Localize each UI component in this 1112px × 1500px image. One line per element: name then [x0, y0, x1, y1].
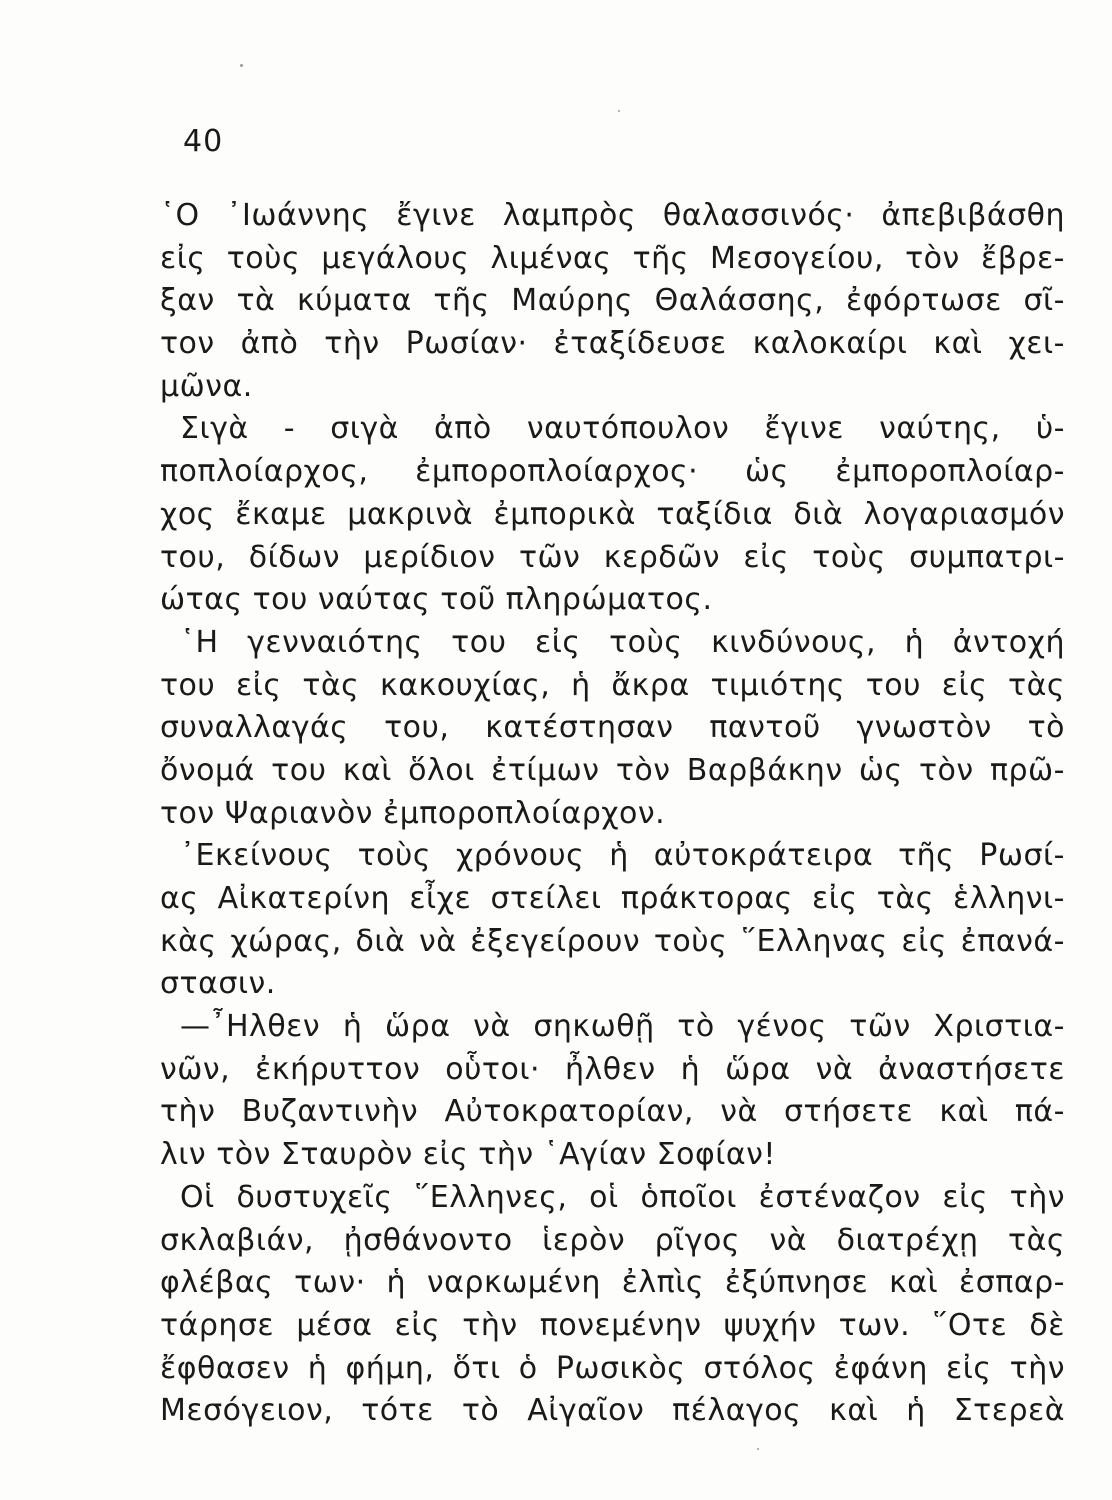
text-line: ᾿Εκείνους τοὺς χρόνους ἡ αὐτοκράτειρα τῆς Ρωσί- — [180, 838, 1065, 874]
text-line: ξαν τὰ κύματα τῆς Μαύρης Θαλάσσης, ἐφόρτωσε σῖ- — [160, 283, 1065, 319]
text-line: κὰς χώρας, διὰ νὰ ἐξεγείρουν τοὺς ῞Ελληνας εἰς ἐπανά- — [160, 923, 1065, 959]
text-line: φλέβας των· ἡ ναρκωμένη ἐλπὶς ἐξύπνησε καὶ ἐσπαρ- — [160, 1265, 1065, 1301]
paper-speck — [240, 64, 243, 67]
text-line: τον ἀπὸ τὴν Ρωσίαν· ἐταξίδευσε καλοκαίρι καὶ χει- — [160, 326, 1065, 362]
text-line: του εἰς τὰς κακουχίας, ἡ ἄκρα τιμιότης του εἰς τὰς — [160, 667, 1065, 703]
text-line: τὴν Βυζαντινὴν Αὐτοκρατορίαν, νὰ στήσετε καὶ πά- — [160, 1094, 1065, 1130]
paper-speck — [757, 1448, 759, 1450]
text-line: ὄνομά του καὶ ὅλοι ἐτίμων τὸν Βαρβάκην ὡς τὸν πρῶ- — [160, 752, 1065, 788]
text-line: στασιν. — [160, 966, 276, 1002]
text-line: συναλλαγάς του, κατέστησαν παντοῦ γνωστὸν τὸ — [160, 710, 1065, 746]
text-line: ῾Ο ᾿Ιωάννης ἔγινε λαμπρὸς θαλασσινός· ἀπεβιβάσθη — [160, 198, 1065, 233]
text-line: ας Αἰκατερίνη εἶχε στείλει πράκτορας εἰς τὰς ἑλληνι- — [160, 881, 1065, 916]
text-line: σκλαβιάν, ᾐσθάνοντο ἱερὸν ρῖγος νὰ διατρέχῃ τὰς — [160, 1222, 1065, 1258]
text-line: Οἱ δυστυχεῖς ῞Ελληνες, οἱ ὁποῖοι ἐστέναζον εἰς τὴν — [180, 1179, 1065, 1215]
body-text — [160, 195, 1065, 1433]
text-line: μῶνα. — [160, 368, 253, 404]
text-line: ώτας του ναύτας τοῦ πληρώματος. — [160, 582, 713, 618]
text-line: Μεσόγειον, τότε τὸ Αἰγαῖον πέλαγος καὶ ἡ Στερεὰ — [160, 1393, 1065, 1429]
page-number: 40 — [183, 124, 224, 159]
text-line: ἔφθασεν ἡ φήμη, ὅτι ὁ Ρωσικὸς στόλος ἐφάνη εἰς τὴν — [160, 1350, 1065, 1386]
text-line: τον Ψαριανὸν ἐμποροπλοίαρχον. — [160, 795, 666, 831]
text-line: λιν τὸν Σταυρὸν εἰς τὴν ῾Αγίαν Σοφίαν! — [160, 1137, 776, 1173]
text-line: χος ἔκαμε μακρινὰ ἐμπορικὰ ταξίδια διὰ λογαριασμόν — [160, 496, 1065, 532]
text-line: Σιγὰ - σιγὰ ἀπὸ ναυτόπουλον ἔγινε ναύτης, ὑ- — [180, 411, 1065, 447]
text-line: τάρησε μέσα εἰς τὴν πονεμένην ψυχήν των. ῞Οτε δὲ — [160, 1307, 1065, 1343]
text-line: εἰς τοὺς μεγάλους λιμένας τῆς Μεσογείου, τὸν ἔβρε- — [160, 240, 1065, 276]
text-line: ῾Η γενναιότης του εἰς τοὺς κινδύνους, ἡ ἀντοχή — [180, 624, 1065, 660]
text-line: ποπλοίαρχος, ἐμποροπλοίαρχος· ὡς ἐμποροπλοίαρ- — [160, 454, 1065, 490]
paper-speck — [618, 110, 620, 112]
text-line: του, δίδων μερίδιον τῶν κερδῶν εἰς τοὺς συμπατρι- — [160, 539, 1065, 575]
text-line: —῏Ηλθεν ἡ ὥρα νὰ σηκωθῇ τὸ γένος τῶν Χριστια- — [180, 1009, 1065, 1045]
text-line: νῶν, ἐκήρυττον οὗτοι· ἦλθεν ἡ ὥρα νὰ ἀναστήσετε — [160, 1051, 1065, 1087]
